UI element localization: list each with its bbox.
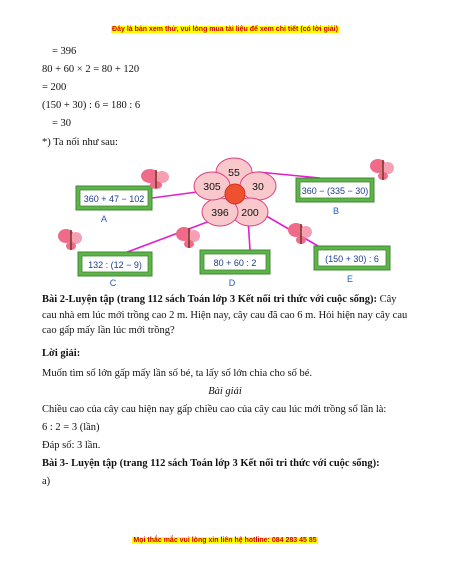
calc-line-5: = 30 (52, 118, 72, 129)
card-c-expression: 132 : (12 − 9) (88, 260, 142, 270)
header-notice: Đây là bản xem thử, vui lòng mua tài liệu để xem chi tiết (có lời giải) (112, 26, 338, 33)
card-a-expression: 360 + 47 − 102 (83, 194, 145, 204)
connect-intro: *) Ta nối như sau: (42, 137, 118, 148)
petal-label-396: 396 (211, 207, 229, 219)
card-c-letter: C (109, 278, 117, 288)
bai3-part: a) (42, 476, 51, 487)
calc-line-3: = 200 (42, 82, 67, 93)
connector-line-396-c (122, 218, 218, 254)
bai2-bai-giai: Bài giải (208, 386, 242, 397)
matching-diagram (0, 150, 450, 290)
card-e-letter: E (346, 274, 354, 284)
footer-notice: Mọi thắc mắc vui lòng xin liên hệ hotline: 084 283 45 85 (133, 537, 317, 544)
bai2-text: Cây cau nhà em lúc mới trồng cao 2 m. Hiện nay, cây cau đã cao 6 m. Hỏi hiện nay cây cau cao gấp mấy lần lúc mới trồng? (42, 294, 408, 336)
card-e-expression: (150 + 30) : 6 (325, 254, 379, 264)
butterfly-icon (58, 229, 82, 250)
card-b-letter: B (332, 206, 340, 216)
bai2-paragraph (42, 292, 412, 339)
card-a-letter: A (100, 214, 108, 224)
petal-label-200: 200 (241, 207, 259, 219)
butterfly-icon (176, 227, 200, 248)
card-d-expression: 80 + 60 : 2 (213, 258, 257, 268)
petal-label-55: 55 (228, 167, 240, 179)
calc-line-4: (150 + 30) : 6 = 180 : 6 (42, 100, 141, 111)
petal-label-305: 305 (203, 181, 221, 193)
calc-line-1: = 396 (52, 46, 77, 57)
bai2-method: Muốn tìm số lớn gấp mấy lần số bé, ta lấy số lớn chia cho số bé. (42, 368, 313, 379)
card-b-expression: 360 − (335 − 30) (301, 186, 369, 196)
bai2-calc: 6 : 2 = 3 (lần) (42, 422, 100, 433)
bai2-explain: Chiều cao của cây cau hiện nay gấp chiều cao của cây cau lúc mới trồng số lần là: (42, 404, 387, 415)
petal-label-30: 30 (252, 181, 264, 193)
card-d-letter: D (228, 278, 236, 288)
bai2-answer: Đáp số: 3 lần. (42, 440, 101, 451)
bai2-solution-label: Lời giải: (42, 348, 81, 359)
bai2-title: Bài 2-Luyện tập (trang 112 sách Toán lớp 3 Kết nối tri thức với cuộc sống): (42, 294, 377, 305)
bai3-title: Bài 3- Luyện tập (trang 112 sách Toán lớp 3 Kết nối tri thức với cuộc sống): (42, 458, 380, 469)
butterfly-icon (370, 159, 394, 180)
calc-line-2: 80 + 60 × 2 = 80 + 120 (42, 64, 140, 75)
